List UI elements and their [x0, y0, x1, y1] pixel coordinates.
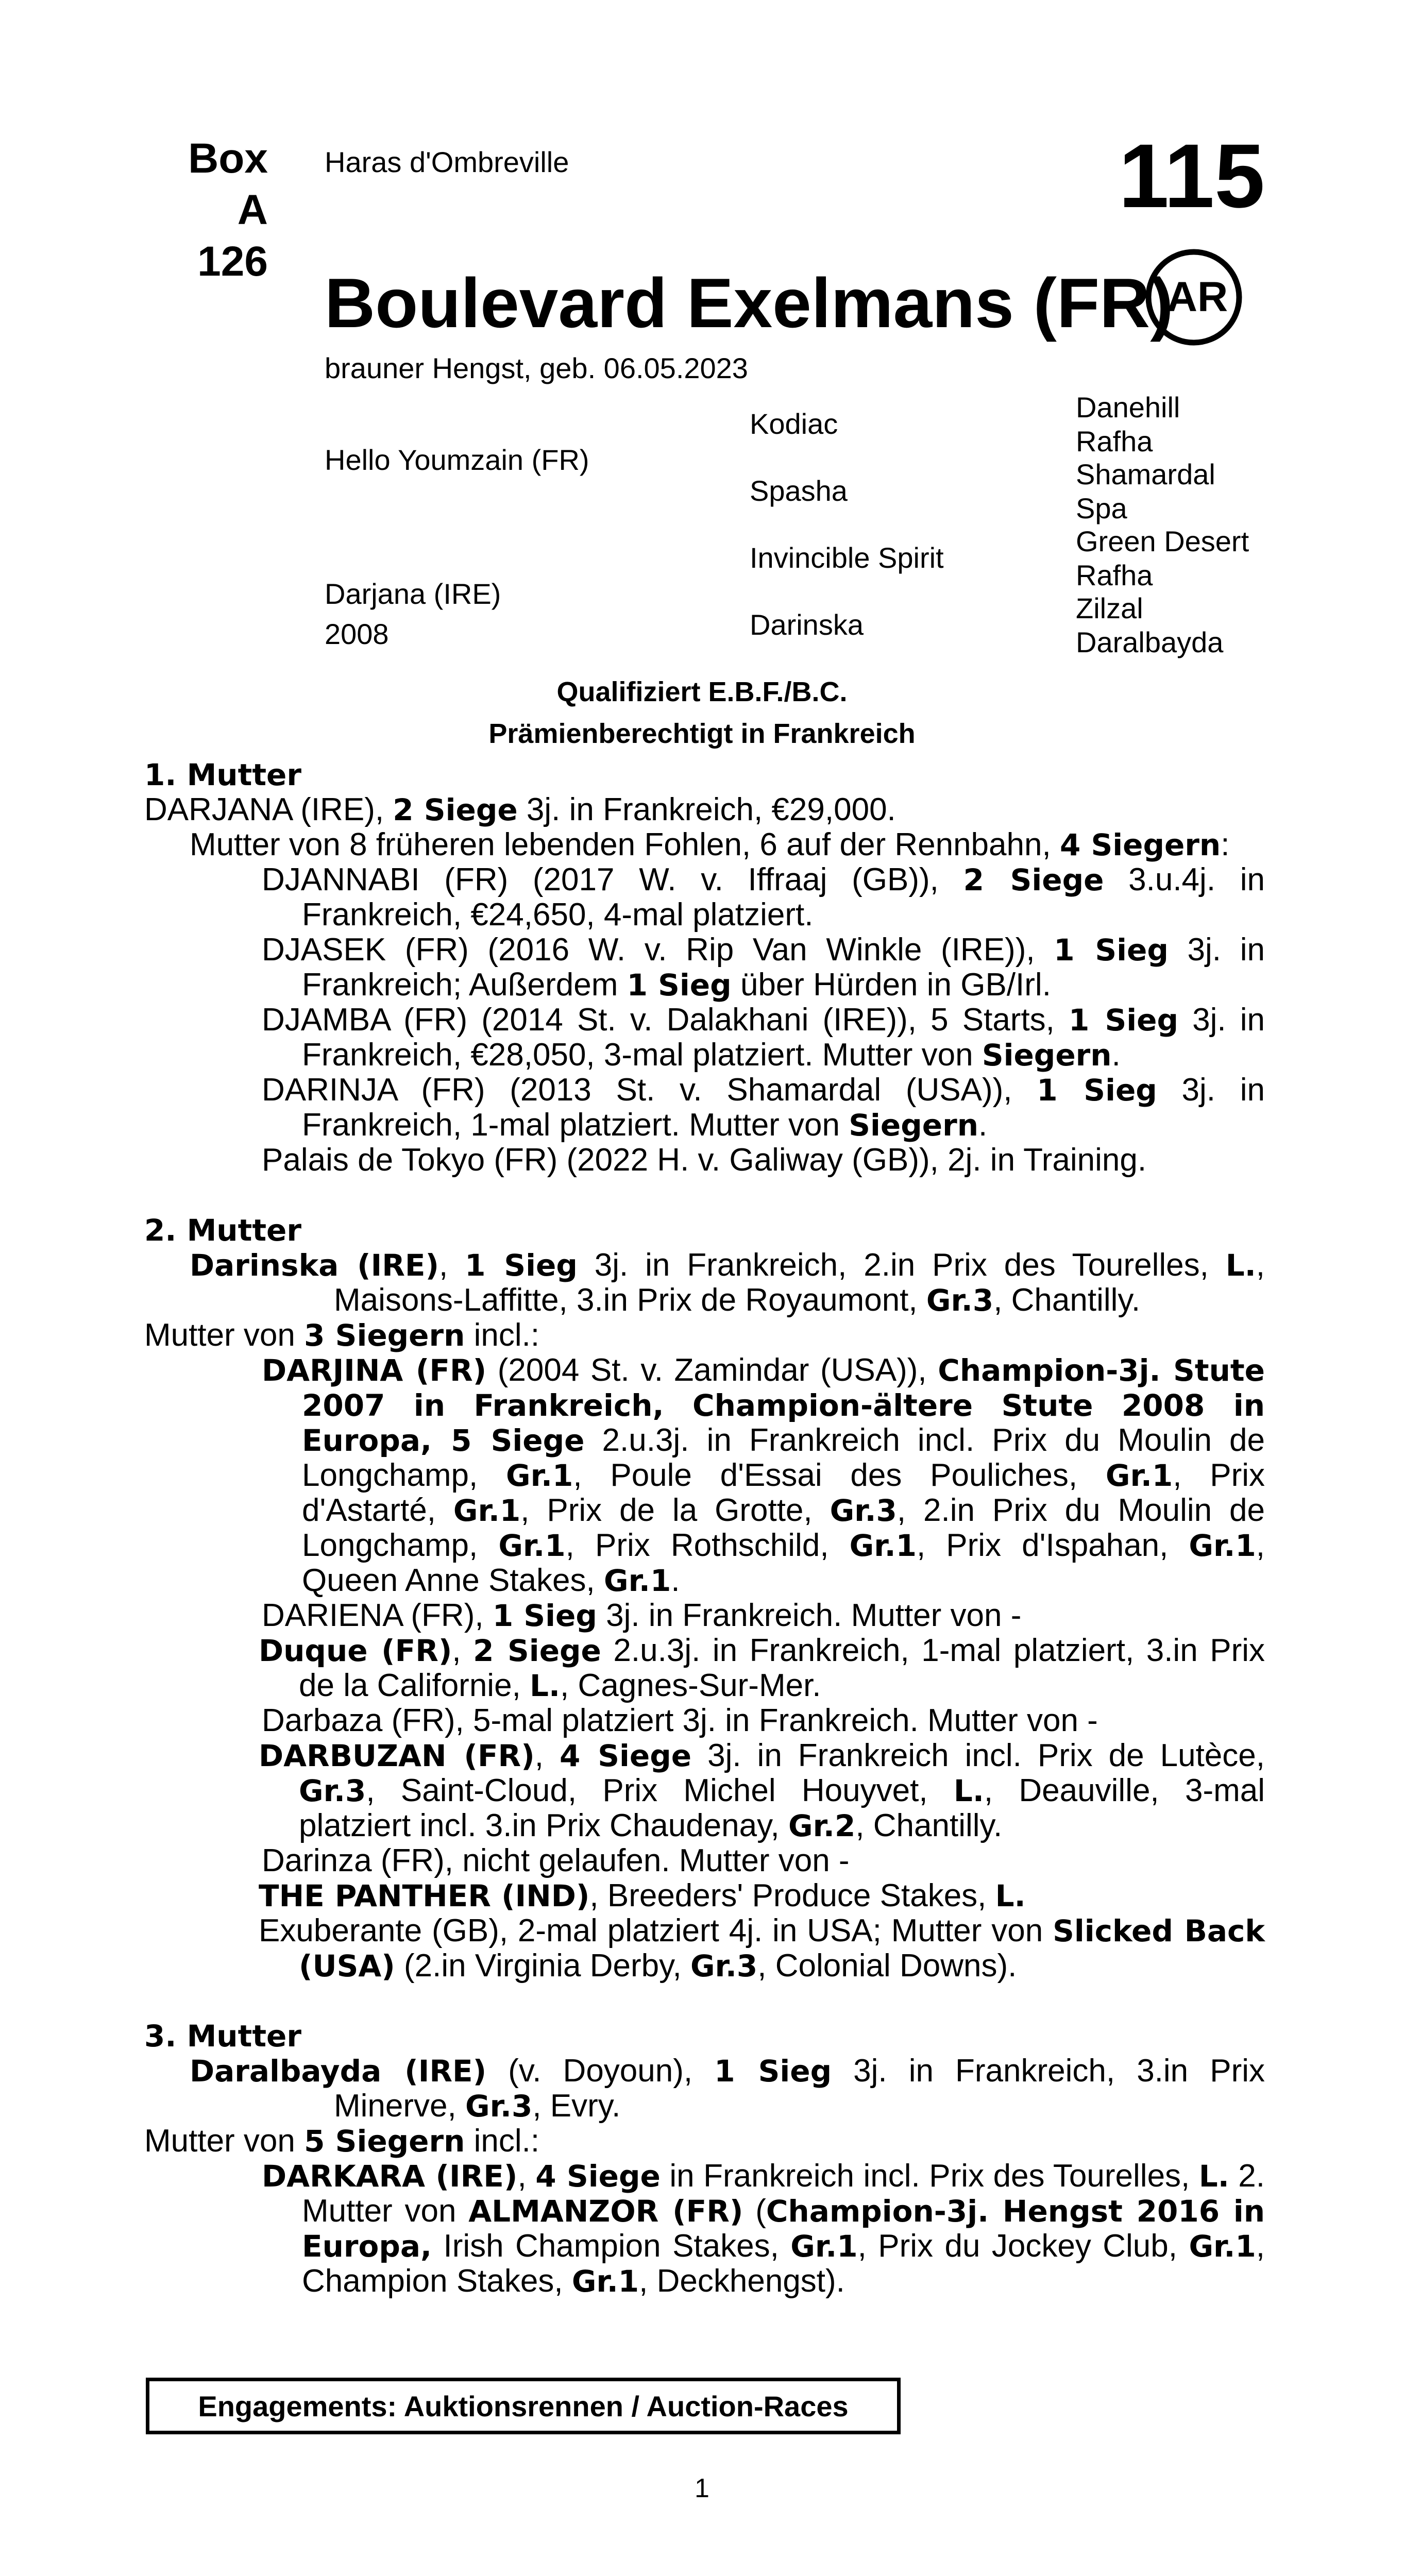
text: Darinza (FR), nicht gelaufen. Mutter von - [262, 1843, 850, 1878]
box-label [175, 133, 268, 287]
text: (v. Doyoun), [486, 2053, 715, 2089]
qualification-line: Qualifiziert E.B.F./B.C. [556, 676, 848, 707]
text-bold: 2 Siege [473, 1633, 601, 1668]
text-bold: L. [1198, 2159, 1229, 2194]
text: . [671, 1563, 680, 1598]
pedigree-gen2-item: Spasha [750, 474, 848, 507]
text: , Evry. [532, 2088, 621, 2124]
text-bold: L. [953, 1773, 984, 1808]
text: 2.u.3j. in Frankreich incl. Prix du Moulin de Longchamp, [302, 1422, 1265, 1493]
pedigree-gen3-item: Zilzal [1076, 592, 1143, 624]
text-bold: Darinska (IRE) [190, 1248, 439, 1283]
grand-produce-entry [144, 1913, 1265, 1984]
text: , Deauville, 3-mal platziert incl. 3.in Prix Chaudenay, [299, 1773, 1265, 1843]
pedigree-gen3-item: Shamardal [1076, 458, 1215, 490]
text-bold: 1 Sieg [1037, 1073, 1157, 1108]
produce-entry [144, 933, 1265, 1003]
text: . [978, 1107, 988, 1143]
text: , Prix Rothschild, [565, 1528, 850, 1563]
second-dam-record [144, 1248, 1265, 1318]
text-bold: DARJINA (FR) [262, 1353, 487, 1388]
text-bold: 1 Sieg [1054, 933, 1169, 968]
text: . [1111, 1037, 1121, 1073]
produce-entry [144, 1843, 1265, 1878]
pedigree-gen3-item: Spa [1076, 492, 1127, 524]
text-bold: 4 Siege [559, 1738, 692, 1773]
text: incl.: [465, 1317, 540, 1353]
produce-entry [144, 1073, 1265, 1143]
text-bold: Siegern [982, 1038, 1112, 1073]
produce-entry [144, 2159, 1265, 2299]
text: incl.: [465, 2123, 540, 2159]
dam-record [144, 792, 1265, 827]
text-bold: Gr.3 [299, 1773, 366, 1808]
text: , [534, 1738, 560, 1773]
text-bold: 2 Siege [393, 792, 518, 827]
pedigree-notes [144, 757, 1265, 2299]
text: ( [743, 2193, 766, 2229]
text-bold: Gr.1 [1105, 1458, 1173, 1493]
text: , Prix d'Ispahan, [916, 1528, 1189, 1563]
text-bold: Gr.2 [788, 1808, 856, 1843]
pedigree-gen2-item: Darinska [750, 608, 864, 641]
consignor: Haras d'Ombreville [325, 146, 569, 178]
section-heading-2nd-dam: 2. Mutter [144, 1213, 301, 1248]
text-bold: Gr.3 [690, 1948, 758, 1984]
text: Exuberante (GB), 2-mal platziert 4j. in USA; Mutter von [259, 1913, 1053, 1948]
text: 3.u.4j. in Frankreich, €24,650, 4-mal platziert. [302, 862, 1265, 933]
text: Irish Champion Stakes, [432, 2228, 791, 2264]
text: 3j. in Frankreich. Mutter von - [597, 1598, 1022, 1633]
text-bold: Slicked Back (USA) [299, 1913, 1265, 1984]
text: 3j. in Frankreich incl. Prix de Lutèce, [691, 1738, 1265, 1773]
text-bold: L. [1225, 1248, 1256, 1283]
text: 3j. in Frankreich, 1-mal platziert. Mutter von [302, 1072, 1265, 1143]
text-bold: 4 Siege [535, 2159, 661, 2194]
produce-entry [144, 1353, 1265, 1598]
text: , Saint-Cloud, Prix Michel Houyvet, [366, 1773, 954, 1808]
text: , 2.in Prix du Moulin de Longchamp, [302, 1493, 1265, 1563]
pedigree-gen2-item: Kodiac [750, 408, 838, 440]
pedigree-sire: Hello Youmzain (FR) [325, 444, 589, 476]
text: 3j. in Frankreich, €28,050, 3-mal platziert. Mutter von [302, 1002, 1265, 1073]
text-bold: Gr.3 [830, 1493, 897, 1528]
text-bold: L. [995, 1878, 1026, 1913]
text-bold: 4 Siegern [1059, 827, 1221, 862]
text: 3j. in Frankreich, €29,000. [517, 792, 896, 827]
pedigree-gen3-item: Rafha [1076, 425, 1153, 457]
text-bold: L. [530, 1668, 561, 1703]
text: , Prix du Jockey Club, [857, 2228, 1189, 2264]
text: 2. Mutter von [302, 2158, 1265, 2229]
text-bold: DARKARA (IRE) [262, 2159, 518, 2194]
second-dam-produce-summary [144, 1318, 1265, 1353]
box-label-line1: Box [188, 135, 268, 182]
text-bold: 1 Sieg [627, 968, 732, 1003]
ar-badge-icon [1144, 247, 1244, 348]
text: , [452, 1633, 473, 1668]
text: , Chantilly. [993, 1282, 1141, 1318]
text-bold: DARBUZAN (FR) [259, 1738, 535, 1773]
third-dam-record [144, 2054, 1265, 2124]
horse-description: brauner Hengst, geb. 06.05.2023 [325, 352, 748, 384]
text: , Champion Stakes, [302, 2228, 1265, 2299]
text-bold: ALMANZOR (FR) [468, 2194, 743, 2229]
text-bold: 1 Sieg [465, 1248, 578, 1283]
text-bold: 1 Sieg [1069, 1003, 1178, 1038]
text: : [1221, 827, 1230, 862]
pedigree-gen3-item: Daralbayda [1076, 626, 1224, 658]
text: (2.in Virginia Derby, [395, 1948, 690, 1984]
produce-entry [144, 1003, 1265, 1073]
text: 3j. in Frankreich, 2.in Prix des Tourelles, [577, 1247, 1226, 1283]
text: , Maisons-Laffitte, 3.in Prix de Royaumont, [334, 1247, 1265, 1318]
text: DJASEK (FR) (2016 W. v. Rip Van Winkle (IRE)), [262, 932, 1054, 968]
third-dam-produce-summary [144, 2124, 1265, 2159]
text: DARJANA (IRE), [144, 792, 393, 827]
text: Mutter von [144, 2123, 305, 2159]
horse-name: Boulevard Exelmans (FR) [325, 264, 1174, 342]
text: über Hürden in GB/Irl. [731, 967, 1051, 1003]
text: , Deckhengst). [639, 2263, 845, 2299]
text: , Prix d'Astarté, [302, 1458, 1265, 1528]
text-bold: Gr.1 [790, 2229, 858, 2264]
text-bold: Gr.3 [465, 2089, 533, 2124]
text-bold: THE PANTHER (IND) [259, 1878, 590, 1913]
text-bold: 5 Siegern [304, 2124, 465, 2159]
text-bold: 2 Siege [963, 862, 1104, 897]
grand-produce-entry [144, 1878, 1265, 1913]
text: Palais de Tokyo (FR) (2022 H. v. Galiway (GB)), 2j. in Training. [262, 1142, 1147, 1178]
dam-produce-summary [144, 827, 1265, 862]
text: , Prix de la Grotte, [520, 1493, 830, 1528]
text: , Colonial Downs). [757, 1948, 1017, 1984]
text: , Poule d'Essai des Pouliches, [573, 1458, 1106, 1493]
produce-entry [144, 862, 1265, 933]
produce-entry [144, 1143, 1265, 1178]
text-bold: Gr.1 [1189, 1528, 1256, 1563]
grand-produce-entry [144, 1738, 1265, 1843]
text-bold: Champion-3j. Hengst 2016 in Europa, [302, 2194, 1265, 2264]
pedigree-gen2-item: Invincible Spirit [750, 541, 944, 574]
engagements-box: Engagements: Auktionsrennen / Auction-Races [146, 2378, 901, 2434]
text-bold: Gr.3 [926, 1283, 994, 1318]
text: , Breeders' Produce Stakes, [589, 1878, 995, 1913]
section-heading-3rd-dam: 3. Mutter [144, 2019, 301, 2054]
text-bold: 3 Siegern [304, 1318, 465, 1353]
bonus-eligibility-line: Prämienberechtigt in Frankreich [488, 718, 916, 749]
text-bold: Gr.1 [453, 1493, 521, 1528]
text-bold: 1 Sieg [492, 1598, 597, 1633]
text: (2004 St. v. Zamindar (USA)), [486, 1352, 938, 1388]
text: DJANNABI (FR) (2017 W. v. Iffraaj (GB)), [262, 862, 963, 897]
text-bold: Champion-3j. Stute 2007 in Frankreich, Champion-ältere Stute 2008 in Europa, 5 Siege [302, 1353, 1265, 1458]
text-bold: Duque (FR) [259, 1633, 452, 1668]
pedigree-dam: Darjana (IRE) [325, 578, 501, 610]
text: in Frankreich incl. Prix des Tourelles, [660, 2158, 1199, 2194]
text: 3j. in Frankreich, 3.in Prix Minerve, [334, 2053, 1265, 2124]
grand-produce-entry [144, 1633, 1265, 1703]
section-heading-1st-dam: 1. Mutter [144, 757, 301, 792]
produce-entry [144, 1598, 1265, 1633]
text: 3j. in Frankreich; Außerdem [302, 932, 1265, 1003]
text: Mutter von [144, 1317, 305, 1353]
pedigree-gen3-item: Danehill [1076, 391, 1180, 423]
page-number: 1 [695, 2473, 709, 2503]
produce-entry [144, 1703, 1265, 1738]
text: DARIENA (FR), [262, 1598, 493, 1633]
text: , Cagnes-Sur-Mer. [560, 1668, 821, 1703]
text: DARINJA (FR) (2013 St. v. Shamardal (USA)), [262, 1072, 1037, 1108]
text: , Queen Anne Stakes, [302, 1528, 1265, 1598]
text-bold: Gr.1 [603, 1563, 671, 1598]
text: , [439, 1247, 465, 1283]
text: DJAMBA (FR) (2014 St. v. Dalakhani (IRE)), 5 Starts, [262, 1002, 1069, 1038]
text-bold: Gr.1 [849, 1528, 917, 1563]
text-bold: 1 Sieg [714, 2054, 832, 2089]
text: 2.u.3j. in Frankreich, 1-mal platziert, 3.in Prix de la Californie, [299, 1633, 1265, 1703]
text-bold: Gr.1 [506, 1458, 573, 1493]
text: Mutter von 8 früheren lebenden Fohlen, 6 auf der Rennbahn, [190, 827, 1060, 862]
pedigree-gen3-item: Green Desert [1076, 525, 1249, 557]
text-bold: Gr.1 [498, 1528, 566, 1563]
text: , Chantilly. [855, 1808, 1003, 1843]
pedigree-dam-year: 2008 [325, 618, 389, 650]
text-bold: Siegern [849, 1108, 978, 1143]
ar-badge-text: AR [1166, 274, 1228, 320]
lot-number: 115 [1119, 126, 1265, 227]
text: , [517, 2158, 536, 2194]
box-label-line2: A 126 [197, 187, 268, 285]
pedigree-gen3-item: Rafha [1076, 559, 1153, 591]
text-bold: Gr.1 [1189, 2229, 1256, 2264]
text: Darbaza (FR), 5-mal platziert 3j. in Frankreich. Mutter von - [262, 1703, 1098, 1738]
text-bold: Daralbayda (IRE) [190, 2054, 487, 2089]
text-bold: Gr.1 [571, 2264, 639, 2299]
